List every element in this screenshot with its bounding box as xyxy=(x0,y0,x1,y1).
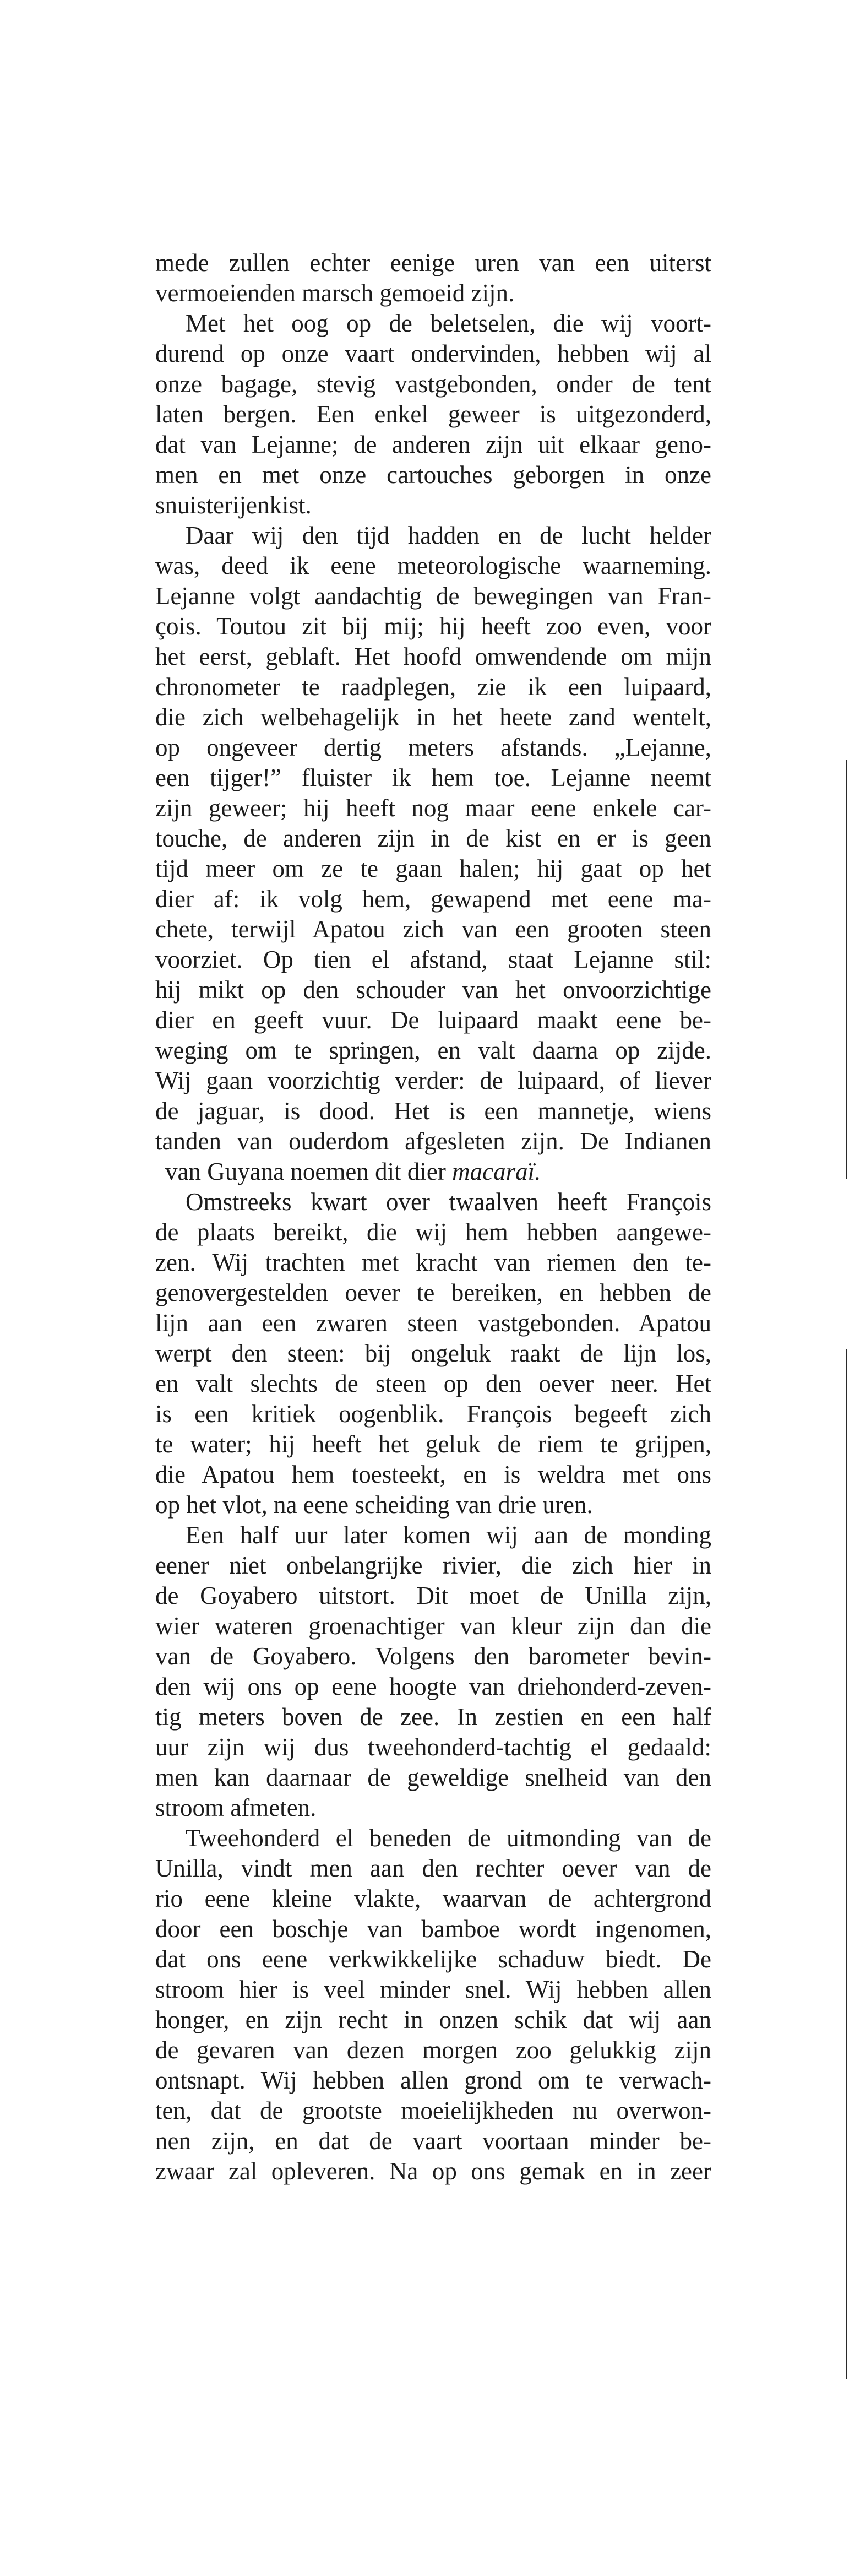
text-line-content: lijn aan een zwaren steen vastgebonden. Apatou xyxy=(155,1309,711,1337)
text-line xyxy=(155,1338,711,1369)
text-line xyxy=(155,1187,711,1217)
text-line-content: was, deed ik eene meteorologische waarneming. xyxy=(155,552,711,579)
text-line-content: werpt den steen: bij ongeluk raakt de lijn los, xyxy=(155,1339,711,1367)
text-line-content: genovergestelden oever te bereiken, en hebben de xyxy=(155,1279,711,1306)
text-line-content: Unilla, vindt men aan den rechter oever van de xyxy=(155,1854,711,1882)
text-line xyxy=(155,1308,711,1338)
text-line-content: de gevaren van dezen morgen zoo gelukkig zijn xyxy=(155,2036,711,2064)
text-line-content: laten bergen. Een enkel geweer is uitgezonderd, xyxy=(155,400,711,428)
text-line xyxy=(155,551,711,581)
text-line xyxy=(155,278,711,308)
text-line-content: op ongeveer dertig meters afstands. „Lejanne, xyxy=(155,734,711,761)
text-line-content: de Goyabero uitstort. Dit moet de Unilla zijn, xyxy=(155,1582,711,1609)
text-line-content: tanden van ouderdom afgesleten zijn. De Indianen xyxy=(155,1127,711,1155)
text-line-content: dat ons eene verkwikkelijke schaduw biedt. De xyxy=(155,1945,711,1973)
text-line-content: door een boschje van bamboe wordt ingenomen, xyxy=(155,1915,711,1943)
text-line-content: wier wateren groenachtiger van kleur zijn dan die xyxy=(155,1612,711,1640)
text-line xyxy=(155,1944,711,1975)
text-line xyxy=(155,975,711,1005)
text-line-content: vermoeienden marsch gemoeid zijn. xyxy=(155,279,515,307)
text-line-content: weging om te springen, en valt daarna op zijde. xyxy=(155,1037,711,1064)
text-line-content: de plaats bereikt, die wij hem hebben aangewe- xyxy=(155,1218,711,1246)
text-line-content: zwaar zal opleveren. Na op ons gemak en in zeer xyxy=(155,2157,711,2185)
text-line-content: eener niet onbelangrijke rivier, die zich hier in xyxy=(155,1552,711,1579)
text-line xyxy=(155,1066,711,1096)
text-line-content: durend op onze vaart ondervinden, hebben wij al xyxy=(155,340,711,367)
text-line xyxy=(155,339,711,369)
text-line xyxy=(155,884,711,914)
text-line-content: çois. Toutou zit bij mij; hij heeft zoo even, voor xyxy=(155,612,711,640)
text-line xyxy=(155,1005,711,1035)
text-line xyxy=(155,1520,711,1550)
text-line-content: tijd meer om ze te gaan halen; hij gaat op het xyxy=(155,855,711,882)
text-line xyxy=(155,945,711,975)
text-line-content: onze bagage, stevig vastgebonden, onder de tent xyxy=(155,370,711,398)
text-line xyxy=(155,1126,711,1157)
text-line-content: rio eene kleine vlakte, waarvan de achtergrond xyxy=(155,1885,711,1912)
text-line-content: dier af: ik volg hem, gewapend met eene ma- xyxy=(155,885,711,913)
text-line-content: Een half uur later komen wij aan de monding xyxy=(186,1521,711,1549)
text-line xyxy=(155,2035,711,2065)
text-line-content: mede zullen echter eenige uren van een uiterst xyxy=(155,249,711,276)
text-line xyxy=(155,2096,711,2126)
text-line xyxy=(155,460,711,490)
text-line xyxy=(155,1399,711,1429)
text-line xyxy=(155,1035,711,1066)
text-line xyxy=(155,369,711,399)
text-line-content: Tweehonderd el beneden de uitmonding van de xyxy=(186,1824,711,1852)
text-line xyxy=(155,1641,711,1672)
text-line-content: dier en geeft vuur. De luipaard maakt eene be- xyxy=(155,1006,711,1034)
text-line-content: chronometer te raadplegen, zie ik een luipaard, xyxy=(155,673,711,701)
margin-rule-upper xyxy=(846,760,847,1179)
text-line xyxy=(155,399,711,430)
text-line-content: den wij ons op eene hoogte van driehonderd-zeven- xyxy=(155,1673,711,1700)
text-line xyxy=(155,793,711,823)
text-line xyxy=(155,1823,711,1853)
text-line-content: te water; hij heeft het geluk de riem te grijpen, xyxy=(155,1430,711,1458)
text-line-content: men en met onze cartouches geborgen in onze xyxy=(155,461,711,489)
text-line-content: hij mikt op den schouder van het onvoorzichtige xyxy=(155,976,711,1004)
text-line xyxy=(155,2156,711,2187)
text-line xyxy=(155,1157,711,1187)
text-line-content: chete, terwijl Apatou zich van een grooten steen xyxy=(155,915,711,943)
text-line xyxy=(155,490,711,520)
text-line-content: van Guyana noemen dit dier xyxy=(165,1158,453,1185)
text-line xyxy=(155,1217,711,1248)
text-line-content: nen zijn, en dat de vaart voortaan minder be- xyxy=(155,2127,711,2155)
text-line xyxy=(155,2065,711,2096)
text-line-content: is een kritiek oogenblik. François begeeft zich xyxy=(155,1400,711,1428)
text-line-content: Daar wij den tijd hadden en de lucht helder xyxy=(186,522,711,549)
text-line xyxy=(155,1732,711,1762)
text-line xyxy=(155,763,711,793)
text-line xyxy=(155,1581,711,1611)
text-line-content: en valt slechts de steen op den oever neer. Het xyxy=(155,1370,711,1397)
text-line xyxy=(155,1793,711,1823)
text-line xyxy=(155,430,711,460)
text-line-content: ten, dat de grootste moeielijkheden nu overwon- xyxy=(155,2097,711,2124)
text-line xyxy=(155,611,711,642)
body-text xyxy=(155,248,711,2187)
text-line xyxy=(155,1762,711,1793)
italic-term: macaraï. xyxy=(452,1158,541,1185)
text-line xyxy=(155,1702,711,1732)
text-line-content: stroom hier is veel minder snel. Wij hebben allen xyxy=(155,1976,711,2003)
text-line xyxy=(155,1369,711,1399)
text-line-content: zijn geweer; hij heeft nog maar eene enkele car- xyxy=(155,794,711,822)
text-line xyxy=(155,581,711,611)
margin-rule-lower xyxy=(846,1349,847,2379)
text-line-content: men kan daarnaar de geweldige snelheid van den xyxy=(155,1764,711,1791)
text-line xyxy=(155,308,711,339)
text-line xyxy=(155,1096,711,1126)
text-line xyxy=(155,1550,711,1581)
text-line xyxy=(155,1672,711,1702)
text-line xyxy=(155,1853,711,1884)
text-line-content: die zich welbehagelijk in het heete zand wentelt, xyxy=(155,703,711,731)
text-line-content: zen. Wij trachten met kracht van riemen den te- xyxy=(155,1249,711,1276)
text-line xyxy=(155,1611,711,1641)
text-line-content: Lejanne volgt aandachtig de bewegingen van Fran- xyxy=(155,582,711,610)
text-line-content: dat van Lejanne; de anderen zijn uit elkaar geno- xyxy=(155,431,711,458)
text-line xyxy=(155,1248,711,1278)
text-line xyxy=(155,733,711,763)
text-line-content: snuisterijenkist. xyxy=(155,491,312,519)
text-line-content: op het vlot, na eene scheiding van drie uren. xyxy=(155,1491,593,1519)
text-line-content: het eerst, geblaft. Het hoofd omwendende om mijn xyxy=(155,643,711,670)
text-line xyxy=(155,2126,711,2156)
text-line xyxy=(155,854,711,884)
text-line-content: van de Goyabero. Volgens den barometer bevin- xyxy=(155,1642,711,1670)
text-line xyxy=(155,1490,711,1520)
text-line-content: honger, en zijn recht in onzen schik dat wij aan xyxy=(155,2006,711,2033)
text-line xyxy=(155,1884,711,1914)
text-line xyxy=(155,702,711,733)
text-line-content: uur zijn wij dus tweehonderd-tachtig el gedaald: xyxy=(155,1733,711,1761)
text-line-content: stroom afmeten. xyxy=(155,1794,317,1821)
text-line xyxy=(155,1429,711,1460)
text-line xyxy=(155,1460,711,1490)
text-line xyxy=(155,2005,711,2035)
text-line-content: Omstreeks kwart over twaalven heeft François xyxy=(186,1188,711,1216)
text-line-content: de jaguar, is dood. Het is een mannetje, wiens xyxy=(155,1097,711,1125)
text-line xyxy=(155,672,711,702)
text-line-content: een tijger!” fluister ik hem toe. Lejanne neemt xyxy=(155,764,711,791)
text-line xyxy=(155,823,711,854)
text-line xyxy=(155,642,711,672)
text-line-content: Met het oog op de beletselen, die wij voort- xyxy=(186,310,711,337)
text-line-content: die Apatou hem toesteekt, en is weldra met ons xyxy=(155,1461,711,1488)
text-line xyxy=(155,1278,711,1308)
text-line-content: voorziet. Op tien el afstand, staat Lejanne stil: xyxy=(155,946,711,973)
text-line-content: touche, de anderen zijn in de kist en er is geen xyxy=(155,825,711,852)
text-line-content: ontsnapt. Wij hebben allen grond om te verwach- xyxy=(155,2067,711,2094)
text-line-content: tig meters boven de zee. In zestien en een half xyxy=(155,1703,711,1731)
text-line xyxy=(155,520,711,551)
text-line xyxy=(155,914,711,945)
text-line xyxy=(155,1975,711,2005)
text-line xyxy=(155,1914,711,1944)
text-line xyxy=(155,248,711,278)
text-line-content: Wij gaan voorzichtig verder: de luipaard, of liever xyxy=(155,1067,711,1094)
